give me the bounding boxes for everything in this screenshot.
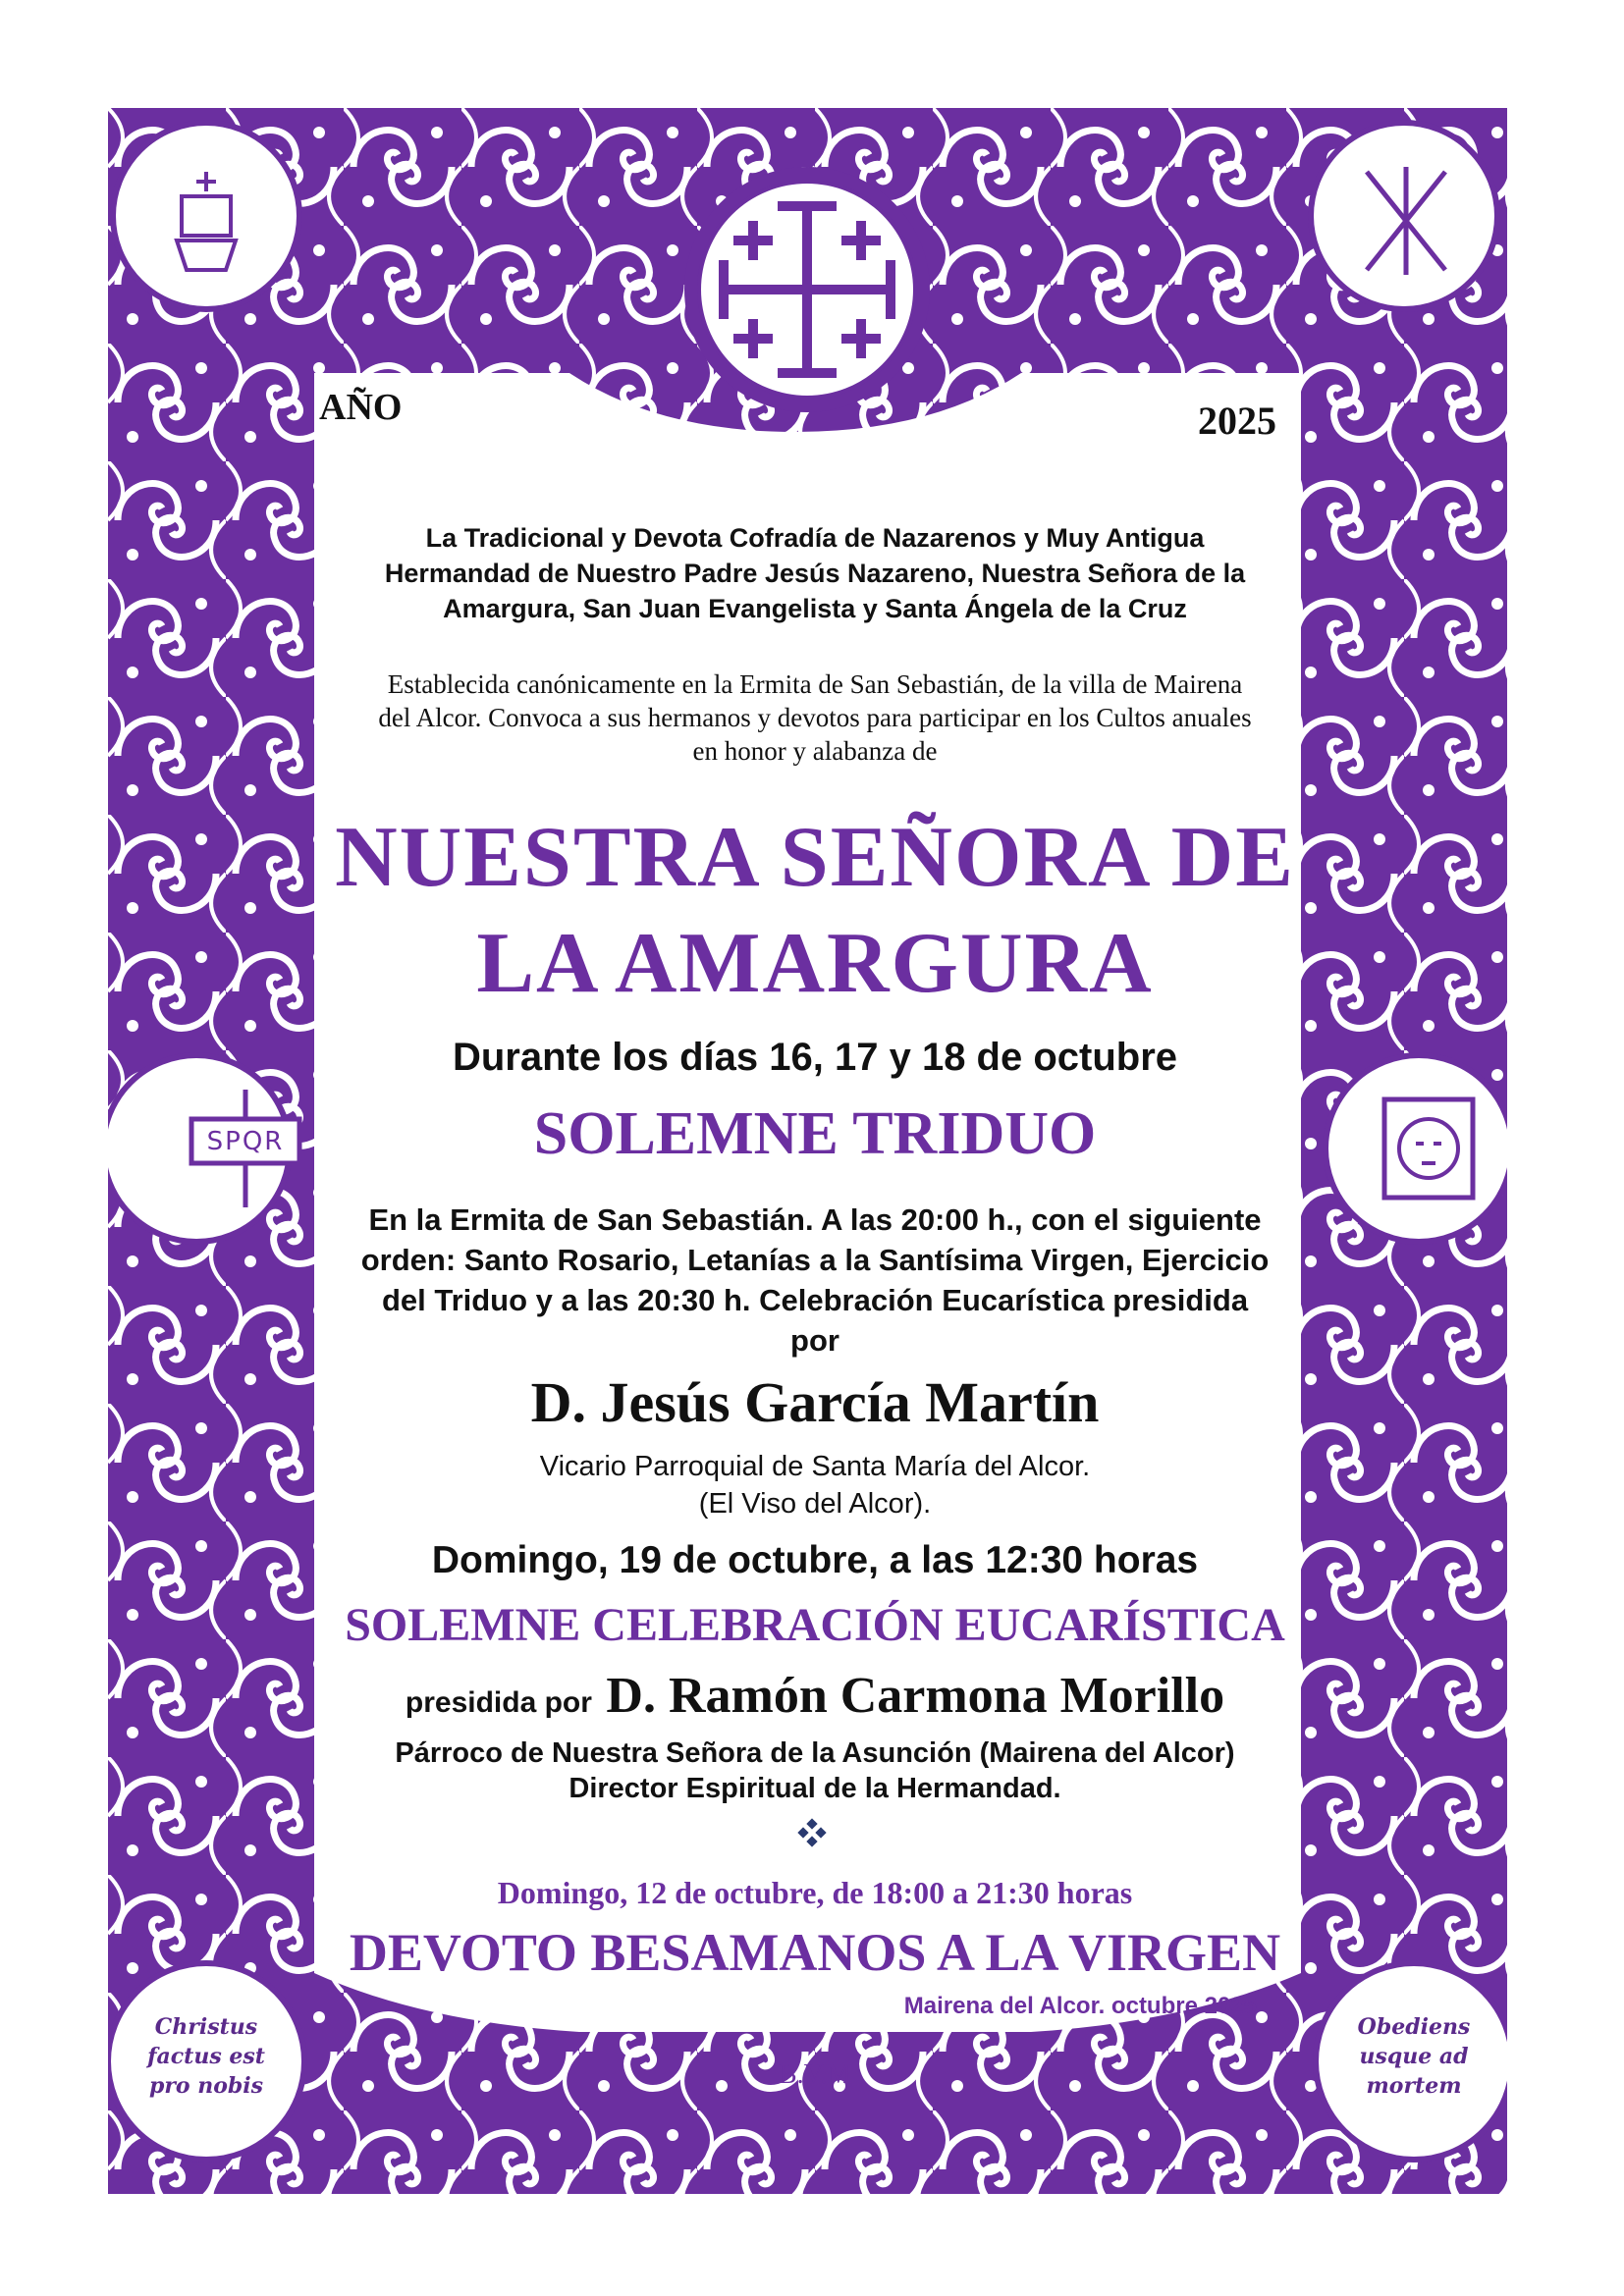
celebrant-role-line: Director Espiritual de la Hermandad.: [568, 1773, 1061, 1804]
intro-line: del Alcor. Convoca a sus hermanos y devotos para participar en los Cultos anuales: [378, 703, 1252, 732]
besamanos-date: Domingo, 12 de octubre, de 18:00 a 21:30 horas: [497, 1875, 1133, 1910]
medallion-line: usque ad: [1359, 2044, 1469, 2069]
celebrant-role-line: Párroco de Nuestra Señora de la Asunción (Mairena del Alcor): [395, 1737, 1235, 1769]
medallion-line: pro nobis: [148, 2073, 264, 2099]
veronica-veil-icon: [1365, 1090, 1492, 1207]
passion-instruments-icon: [1347, 162, 1465, 280]
celebrant-role: [324, 1735, 1306, 1806]
year-value: 2025: [1198, 399, 1276, 443]
triduo-line: En la Ermita de San Sebastián. A las 20:00 h., con el siguiente: [368, 1202, 1262, 1237]
triduo-line: por: [790, 1323, 839, 1358]
main-title: [324, 805, 1306, 1017]
christus-medallion: [137, 2012, 275, 2101]
preacher-role: [324, 1448, 1306, 1522]
brotherhood-name: [324, 520, 1306, 626]
triduo-dates: Durante los días 16, 17 y 18 de octubre: [452, 1036, 1178, 1079]
crowned-figure-icon: [147, 162, 265, 280]
diamond-divider-icon: [797, 1818, 827, 1847]
eucharist-date: Domingo, 19 de octubre, a las 12:30 horas: [431, 1539, 1199, 1581]
preacher-role-line: (El Viso del Alcor).: [698, 1488, 932, 1520]
intro-line: Establecida canónicamente en la Ermita de San Sebastián, de la villa de Mairena: [387, 669, 1243, 699]
intro-line: en honor y alabanza de: [692, 736, 938, 766]
title-line: NUESTRA SEÑORA DE: [335, 810, 1295, 905]
besamanos-title: DEVOTO BESAMANOS A LA VIRGEN: [349, 1923, 1281, 1982]
footer-place-date: Mairena del Alcor. octubre 2025: [903, 1993, 1257, 2019]
eucharist-title: SOLEMNE CELEBRACIÓN EUCARÍSTICA: [345, 1599, 1285, 1651]
spqr-label: SPQR: [206, 1127, 285, 1156]
year-label: AÑO: [319, 387, 403, 428]
triduo-line: orden: Santo Rosario, Letanías a la Santísima Virgen, Ejercicio: [360, 1243, 1270, 1277]
preacher-role-line: Vicario Parroquial de Santa María del Alcor.: [539, 1451, 1091, 1482]
triduo-line: del Triduo y a las 20:30 h. Celebración Eucarística presidida: [381, 1283, 1249, 1317]
spqr-standard-icon: [147, 1090, 344, 1207]
medallion-line: Obediens: [1357, 2014, 1471, 2040]
obediens-medallion: [1345, 2012, 1483, 2101]
presided-by-label: presidida por: [405, 1686, 592, 1719]
triduo-body: [324, 1200, 1306, 1361]
footer-initials: B.V.M: [778, 2059, 852, 2090]
preacher-name: D. Jesús García Martín: [530, 1370, 1100, 1434]
medallion-line: mortem: [1366, 2073, 1462, 2099]
celebrant-name: D. Ramón Carmona Morillo: [606, 1668, 1225, 1724]
brotherhood-line: La Tradicional y Devota Cofradía de Nazarenos y Muy Antigua: [425, 523, 1205, 553]
eucharist-celebrant-line: [324, 1667, 1306, 1725]
intro-text: [324, 667, 1306, 768]
title-line: LA AMARGURA: [476, 916, 1154, 1011]
medallion-line: factus est: [147, 2044, 265, 2069]
brotherhood-line: Hermandad de Nuestro Padre Jesús Nazareno, Nuestra Señora de la: [384, 559, 1246, 588]
brotherhood-line: Amargura, San Juan Evangelista y Santa Ángela de la Cruz: [443, 594, 1187, 623]
triduo-title: SOLEMNE TRIDUO: [533, 1100, 1097, 1167]
jerusalem-cross-icon: [704, 187, 910, 393]
medallion-line: Christus: [154, 2014, 258, 2040]
